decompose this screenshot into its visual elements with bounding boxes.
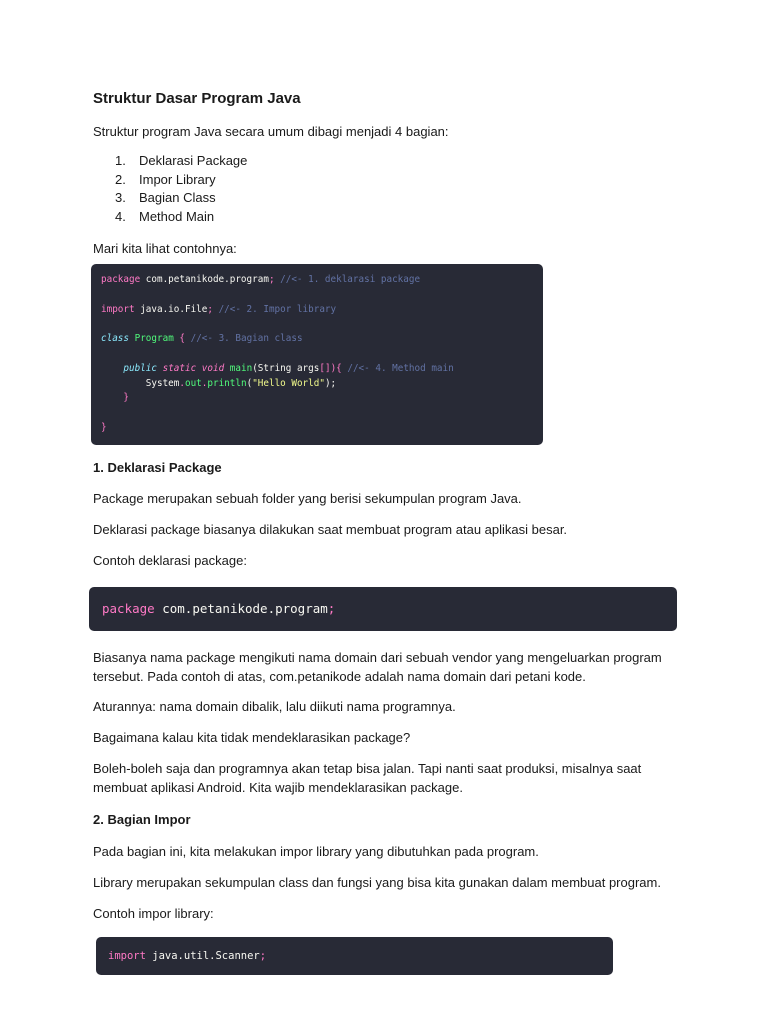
- intro-text: Struktur program Java secara umum dibagi menjadi 4 bagian:: [93, 124, 449, 139]
- paragraph: Biasanya nama package mengikuti nama domain dari sebuah vendor yang mengeluarkan program tersebut. Pada contoh di atas, com.petanikode adalah nama domain dari petani kode.: [93, 650, 662, 684]
- paragraph: Library merupakan sekumpulan class dan fungsi yang bisa kita gunakan dalam membuat program.: [93, 875, 661, 890]
- example-intro: Mari kita lihat contohnya:: [93, 241, 237, 256]
- paragraph: Aturannya: nama domain dibalik, lalu diikuti nama programnya.: [93, 699, 456, 714]
- page-title: Struktur Dasar Program Java: [93, 90, 301, 107]
- structure-list: [93, 152, 247, 227]
- list-item: 3. Bagian Class: [115, 190, 216, 206]
- paragraph: Bagaimana kalau kita tidak mendeklarasikan package?: [93, 730, 411, 745]
- paragraph: Deklarasi package biasanya dilakukan saat membuat program atau aplikasi besar.: [93, 522, 568, 537]
- list-item: 1. Deklarasi Package: [115, 153, 248, 168]
- paragraph: Package merupakan sebuah folder yang berisi sekumpulan program Java.: [93, 491, 522, 506]
- paragraph: Pada bagian ini, kita melakukan impor library yang dibutuhkan pada program.: [93, 844, 539, 859]
- paragraph: Contoh impor library:: [93, 906, 214, 921]
- paragraph: Contoh deklarasi package:: [93, 553, 247, 568]
- section-heading-impor: 2. Bagian Impor: [93, 812, 191, 827]
- code-block-import: import java.util.Scanner;: [96, 937, 613, 975]
- list-item: 2. Impor Library: [115, 171, 216, 187]
- paragraph: Boleh-boleh saja dan programnya akan tetap bisa jalan. Tapi nanti saat produksi, misalnya saat membuat aplikasi Android. Kita wajib mendeklarasikan package.: [93, 761, 642, 795]
- section-heading-package: 1. Deklarasi Package: [93, 460, 222, 475]
- list-item: 4. Method Main: [115, 209, 215, 225]
- code-block-package: package com.petanikode.program;: [89, 587, 677, 631]
- code-block-full-example: package com.petanikode.program; //<- 1. deklarasi package import java.io.File; //<- 2. Impor library class Program { //<- 3. Bagian class public static void main(String args[]){ //<- 4. Method main System.out.println("Hello World"); } }: [91, 264, 543, 445]
